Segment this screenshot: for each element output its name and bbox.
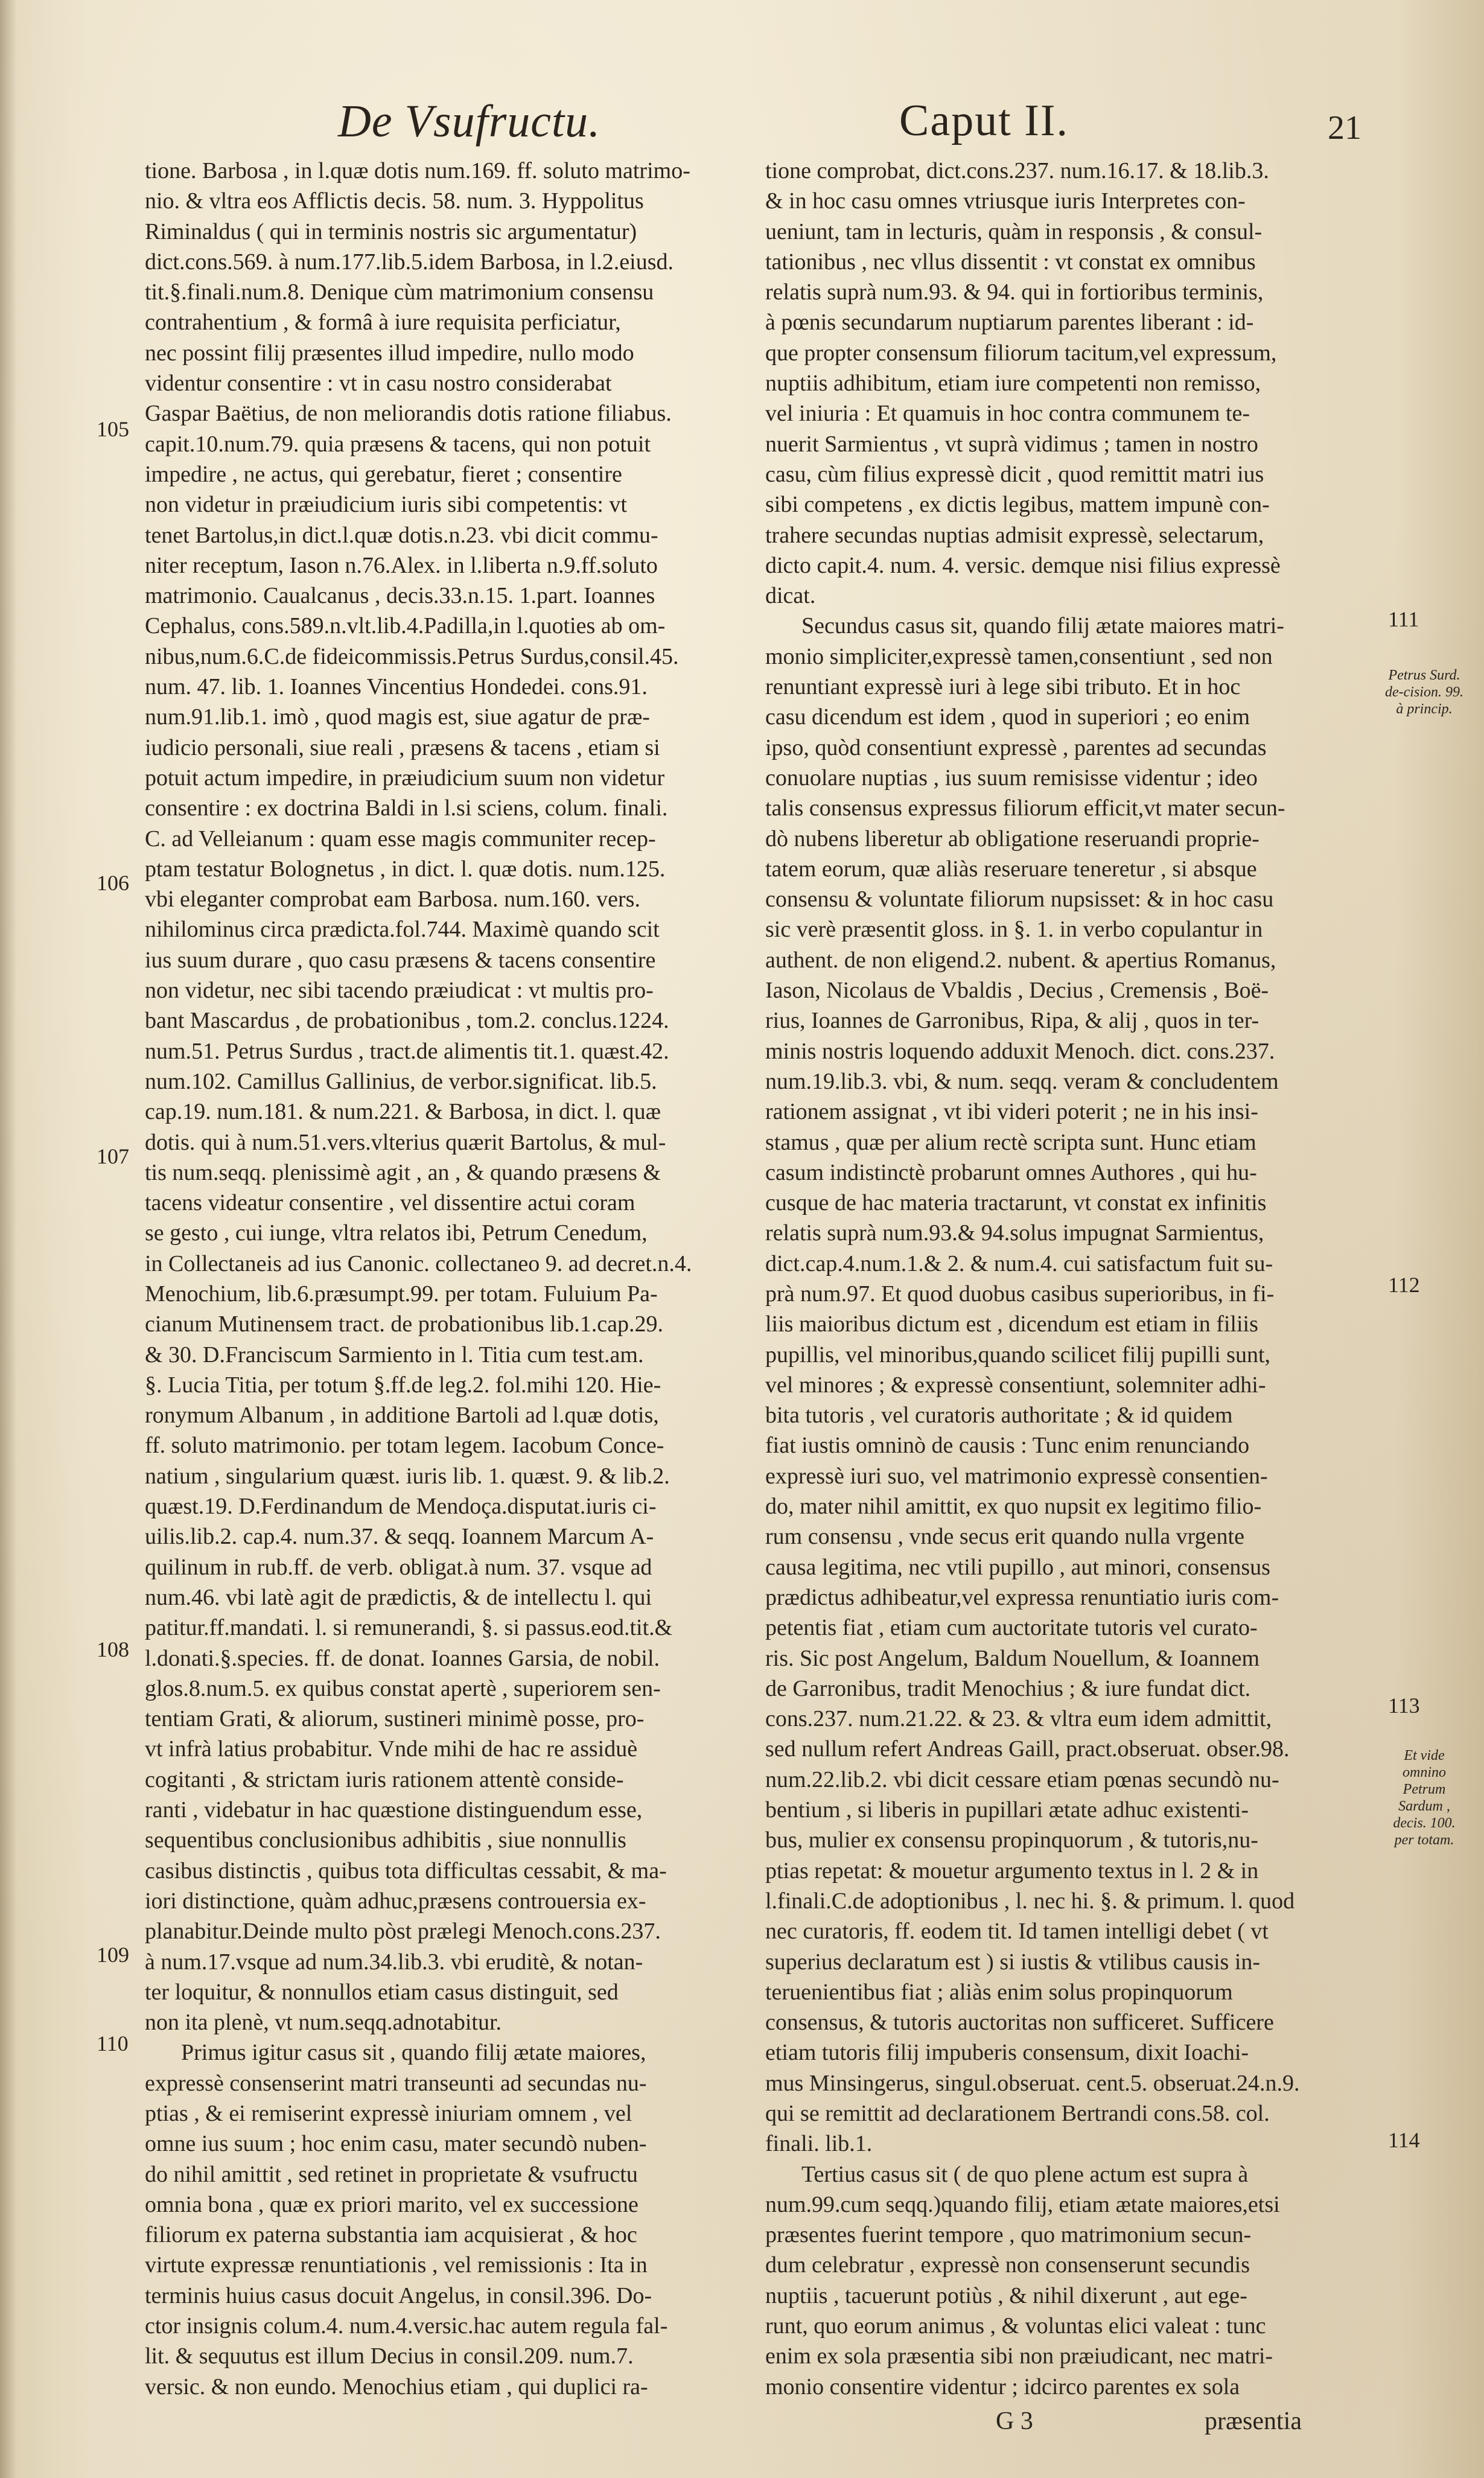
left-text-column — [145, 156, 772, 2402]
text-line: vbi eleganter comprobat eam Barbosa. num.160. vers. — [145, 887, 640, 913]
text-line: num.51. Petrus Surdus , tract.de alimentis tit.1. quæst.42. — [145, 1038, 669, 1064]
text-line: quilinum in rub.ff. de verb. obligat.à num. 37. vsque ad — [145, 1554, 652, 1580]
margin-number-112: 112 — [1388, 1273, 1420, 1297]
text-line: præsentes fuerint tempore , quo matrimonium secun- — [765, 2222, 1252, 2248]
text-line: à pœnis secundarum nuptiarum parentes liberant : id- — [765, 310, 1254, 336]
text-line: planabitur.Deinde multo pòst prælegi Menoch.cons.237. — [145, 1919, 661, 1944]
text-line: de Garronibus, tradit Menochius ; & iure fundat dict. — [765, 1675, 1251, 1701]
text-line: nuptiis , tacuerunt potiùs , & nihil dixerunt , aut ege- — [765, 2282, 1247, 2308]
text-line: l.donati.§.species. ff. de donat. Ioannes Garsia, de nobil. — [145, 1645, 660, 1671]
margin-number-109: 109 — [97, 1943, 129, 1967]
text-line: patitur.ff.mandati. l. si remunerandi, §. si passus.eod.tit.& — [145, 1615, 673, 1641]
text-line: dotis. qui à num.51.vers.vlterius quærit Bartolus, & mul- — [145, 1129, 666, 1155]
page-number: 21 — [1328, 109, 1361, 147]
text-line: & in hoc casu omnes vtriusque iuris Interpretes con- — [765, 188, 1246, 214]
text-line: ff. soluto matrimonio. per totam legem. Iacobum Conce- — [145, 1433, 664, 1459]
text-line: non ita plenè, vt num.seqq.adnotabitur. — [145, 2010, 502, 2036]
text-line: C. ad Velleianum : quam esse magis communiter recep- — [145, 826, 656, 852]
text-line: enim ex sola præsentia sibi non præiudicant, nec matri- — [765, 2343, 1273, 2369]
margin-number-113: 113 — [1388, 1693, 1420, 1718]
text-line: filiorum ex paterna substantia iam acquisierat , & hoc — [145, 2222, 637, 2248]
text-line: sibi competens , ex dictis legibus, mattem impunè con- — [765, 492, 1270, 518]
margin-number-105: 105 — [97, 417, 129, 441]
text-line: mus Minsingerus, singul.obseruat. cent.5. obseruat.24.n.9. — [765, 2070, 1300, 2096]
text-line: Primus igitur casus sit , quando filij ætate maiores, — [181, 2040, 646, 2066]
text-line: & 30. D.Franciscum Sarmiento in l. Titia cum test.am. — [145, 1342, 644, 1368]
text-line: versic. & non eundo. Menochius etiam , qui duplici ra- — [145, 2374, 648, 2400]
text-line: l.finali.C.de adoptionibus , l. nec hi. §. & primum. l. quod — [765, 1888, 1295, 1914]
text-line: runt, quo eorum animus , & voluntas elici valeat : tunc — [765, 2313, 1266, 2339]
text-line: omnia bona , quæ ex priori marito, vel ex successione — [145, 2191, 639, 2217]
text-line: tationibus , nec vllus dissentit : vt constat ex omnibus — [765, 249, 1256, 275]
text-line: se gesto , cui iunge, vltra relatos ibi, Petrum Cenedum, — [145, 1220, 648, 1246]
binding-shadow — [0, 0, 17, 2478]
text-line: niter receptum, Iason n.76.Alex. in l.liberta n.9.ff.soluto — [145, 552, 658, 578]
text-line: glos.8.num.5. ex quibus constat apertè , superiorem sen- — [145, 1675, 661, 1701]
text-line: num.99.cum seqq.)quando filij, etiam ætate maiores,etsi — [765, 2191, 1280, 2217]
text-line: num.102. Camillus Gallinius, de verbor.significat. lib.5. — [145, 1068, 657, 1094]
text-line: nuerit Sarmientus , vt suprà vidimus ; tamen in nostro — [765, 431, 1258, 457]
text-line: trahere secundas nuptias admisit expressè, selectarum, — [765, 522, 1264, 548]
catchword: præsentia — [1205, 2407, 1302, 2435]
text-line: teruenientibus fiat ; aliàs enim solus propinquorum — [765, 1979, 1233, 2005]
text-line: tit.§.finali.num.8. Denique cùm matrimonium consensu — [145, 279, 654, 305]
text-line: tenet Bartolus,in dict.l.quæ dotis.n.23. vbi dicit commu- — [145, 522, 658, 548]
running-head-left: De Vsufructu. — [338, 96, 601, 147]
text-line: nibus,num.6.C.de fideicommissis.Petrus Surdus,consil.45. — [145, 643, 679, 669]
text-line: natium , singularium quæst. iuris lib. 1. quæst. 9. & lib.2. — [145, 1463, 670, 1489]
text-line: tione comprobat, dict.cons.237. num.16.17. & 18.lib.3. — [765, 158, 1269, 183]
text-line: iudicio personali, siue reali , præsens & tacens , etiam si — [145, 734, 660, 760]
margin-number-107: 107 — [97, 1144, 129, 1168]
text-line: nio. & vltra eos Afflictis decis. 58. num. 3. Hyppolitus — [145, 188, 644, 214]
text-line: talis consensus expressus filiorum efficit,vt mater secun- — [765, 795, 1285, 821]
text-line: potuit actum impedire, in præiudicium suum non videtur — [145, 765, 665, 791]
text-line: nuptiis adhibitum, etiam iure competenti non remisso, — [765, 371, 1261, 397]
margin-number-110: 110 — [97, 2031, 129, 2056]
text-line: authent. de non eligend.2. nubent. & apertius Romanus, — [765, 947, 1276, 973]
text-line: num.46. vbi latè agit de prædictis, & de intellectu l. qui — [145, 1584, 652, 1610]
text-line: §. Lucia Titia, per totum §.ff.de leg.2. fol.mihi 120. Hie- — [145, 1372, 661, 1398]
text-line: nec possint filij præsentes illud impedire, nullo modo — [145, 340, 634, 366]
text-line: ueniunt, tam in lecturis, quàm in responsis , & consul- — [765, 218, 1263, 244]
text-line: omne ius suum ; hoc enim casu, mater secundò nuben- — [145, 2131, 647, 2157]
text-line: vt infrà latius probabitur. Vnde mihi de hac re assiduè — [145, 1736, 638, 1762]
text-line: monio simpliciter,expressè tamen,consentiunt , sed non — [765, 643, 1273, 669]
text-line: petentis fiat , etiam cum auctoritate tutoris vel curato- — [765, 1615, 1258, 1641]
text-line: ronymum Albanum , in additione Bartoli ad l.quæ dotis, — [145, 1403, 659, 1429]
text-line: impedire , ne actus, qui gerebatur, fieret ; consentire — [145, 461, 622, 487]
text-line: etiam tutoris filij impuberis consensum, dixit Ioachi- — [765, 2040, 1249, 2066]
text-line: vel iniuria : Et quamuis in hoc contra communem te- — [765, 401, 1250, 427]
text-line: expressè consenserint matri transeunti ad secundas nu- — [145, 2070, 647, 2096]
text-line: videntur consentire : vt in casu nostro considerabat — [145, 371, 612, 397]
text-line: superius declaratum est ) si iustis & vtilibus causis in- — [765, 1949, 1261, 1975]
text-line: casu dicendum est idem , quod in superiori ; eo enim — [765, 704, 1250, 730]
text-line: bant Mascardus , de probationibus , tom.2. conclus.1224. — [145, 1008, 669, 1034]
text-line: tis num.seqq. plenissimè agit , an , & quando præsens & — [145, 1159, 661, 1185]
text-line: num.19.lib.3. vbi, & num. seqq. veram & concludentem — [765, 1068, 1279, 1094]
text-line: rum consensu , vnde secus erit quando nulla vrgente — [765, 1524, 1244, 1550]
running-head-right: Caput II. — [899, 96, 1069, 145]
text-line: bus, mulier ex consensu propinquorum , & tutoris,nu- — [765, 1827, 1258, 1853]
sidenote-petrum-sardum: Et vide omnino Petrum Sardum , decis. 100. per totam. — [1393, 1748, 1456, 1848]
text-line: num. 47. lib. 1. Ioannes Vincentius Hondedei. cons.91. — [145, 674, 648, 700]
text-line: ranti , videbatur in hac quæstione distinguendum esse, — [145, 1797, 643, 1823]
text-line: sic verè præsentit gloss. in §. 1. in verbo copulantur in — [765, 917, 1263, 943]
text-line: non videtur in præiudicium iuris sibi competentis: vt — [145, 492, 627, 518]
text-line: sequentibus conclusionibus adhibitis , siue nonnullis — [145, 1827, 626, 1853]
text-line: do nihil amittit , sed retinet in proprietate & vsufructu — [145, 2161, 638, 2187]
text-line: capit.10.num.79. quia præsens & tacens, qui non potuit — [145, 431, 651, 457]
text-line: cianum Mutinensem tract. de probationibus lib.1.cap.29. — [145, 1311, 664, 1337]
margin-number-108: 108 — [97, 1637, 129, 1661]
text-line: vel minores ; & expressè consentiunt, solemniter adhi- — [765, 1372, 1266, 1398]
text-line: dicto capit.4. num. 4. versic. demque nisi filius expressè — [765, 552, 1281, 578]
text-line: dicat. — [765, 583, 816, 609]
text-line: casum indistinctè probarunt omnes Authores , qui hu- — [765, 1159, 1257, 1185]
text-line: cap.19. num.181. & num.221. & Barbosa, in dict. l. quæ — [145, 1099, 661, 1125]
text-line: consensus, & tutoris auctoritas non sufficeret. Sufficere — [765, 2010, 1274, 2036]
text-line: à num.17.vsque ad num.34.lib.3. vbi eruditè, & notan- — [145, 1949, 643, 1975]
text-line: num.91.lib.1. imò , quod magis est, siue agatur de præ- — [145, 704, 650, 730]
text-line: dum celebratur , expressè non consenserunt secundis — [765, 2252, 1250, 2278]
text-line: lit. & sequutus est illum Decius in consil.209. num.7. — [145, 2343, 634, 2369]
margin-number-106: 106 — [97, 871, 129, 895]
text-line: prà num.97. Et quod duobus casibus superioribus, in fi- — [765, 1281, 1275, 1307]
text-line: Menochium, lib.6.præsumpt.99. per totam. Fuluium Pa- — [145, 1281, 658, 1307]
text-line: finali. lib.1. — [765, 2131, 873, 2157]
text-line: in Collectaneis ad ius Canonic. collectaneo 9. ad decret.n.4. — [145, 1250, 692, 1276]
text-line: ius suum durare , quo casu præsens & tacens consentire — [145, 947, 656, 973]
text-line: virtute expressæ renuntiationis , vel remissionis : Ita in — [145, 2252, 648, 2278]
text-line: ptias , & ei remiserint expressè iniuriam omnem , vel — [145, 2101, 632, 2126]
text-line: ctor insignis colum.4. num.4.versic.hac autem regula fal- — [145, 2313, 668, 2339]
text-line: nihilominus circa prædicta.fol.744. Maximè quando scit — [145, 917, 660, 943]
text-line: sed nullum refert Andreas Gaill, pract.obseruat. obser.98. — [765, 1736, 1290, 1762]
text-line: non videtur, nec sibi tacendo præiudicat : vt multis pro- — [145, 978, 654, 1004]
text-line: matrimonio. Caualcanus , decis.33.n.15. 1.part. Ioannes — [145, 583, 655, 609]
text-line: Tertius casus sit ( de quo plene actum est supra à — [801, 2161, 1249, 2187]
text-line: ris. Sic post Angelum, Baldum Nouellum, & Ioannem — [765, 1645, 1260, 1671]
text-line: causa legitima, nec vtili pupillo , aut minori, consensus — [765, 1554, 1270, 1580]
text-line: casibus distinctis , quibus tota difficultas cessabit, & ma- — [145, 1858, 667, 1884]
text-line: Secundus casus sit, quando filij ætate maiores matri- — [801, 613, 1284, 639]
text-line: dict.cap.4.num.1.& 2. & num.4. cui satisfactum fuit su- — [765, 1250, 1273, 1276]
text-line: uilis.lib.2. cap.4. num.37. & seqq. Ioannem Marcum A- — [145, 1524, 654, 1550]
text-line: tentiam Grati, & aliorum, sustineri minimè posse, pro- — [145, 1706, 645, 1732]
text-line: pupillis, vel minoribus,quando scilicet filij pupilli sunt, — [765, 1342, 1271, 1368]
signature-mark: G 3 — [996, 2407, 1033, 2435]
text-line: Gaspar Baëtius, de non meliorandis dotis ratione filiabus. — [145, 401, 672, 427]
text-line: monio consentire videntur ; idcirco parentes ex sola — [765, 2374, 1240, 2400]
text-line: cons.237. num.21.22. & 23. & vltra eum idem admittit, — [765, 1706, 1272, 1732]
right-text-column — [765, 156, 1381, 2402]
text-line: stamus , quæ per alium rectè scripta sunt. Hunc etiam — [765, 1129, 1256, 1155]
text-line: dò nubens liberetur ab obligatione reseruandi proprie- — [765, 826, 1259, 852]
text-line: Iason, Nicolaus de Vbaldis , Decius , Cremensis , Boë- — [765, 978, 1269, 1004]
text-line: tione. Barbosa , in l.quæ dotis num.169. ff. soluto matrimo- — [145, 158, 690, 183]
text-line: cogitanti , & strictam iuris rationem attentè conside- — [145, 1766, 624, 1792]
text-line: casu, cùm filius expressè dicit , quod remittit matri ius — [765, 461, 1264, 487]
text-line: ptam testatur Bolognetus , in dict. l. quæ dotis. num.125. — [145, 856, 666, 882]
sidenote-petrus-surdus: Petrus Surd. de-cision. 99. à princip. — [1385, 667, 1463, 717]
text-line: Cephalus, cons.589.n.vlt.lib.4.Padilla,in l.quoties ab om- — [145, 613, 666, 639]
text-line: consentire : ex doctrina Baldi in l.si sciens, colum. finali. — [145, 795, 668, 821]
text-line: tacens videatur consentire , vel dissentire actui coram — [145, 1190, 635, 1216]
text-line: relatis suprà num.93.& 94.solus impugnat Sarmientus, — [765, 1220, 1264, 1246]
text-line: minis nostris loquendo adduxit Menoch. dict. cons.237. — [765, 1038, 1275, 1064]
margin-number-111: 111 — [1388, 607, 1419, 631]
text-line: bentium , si liberis in pupillari ætate adhuc existenti- — [765, 1797, 1249, 1823]
text-line: Riminaldus ( qui in terminis nostris sic argumentatur) — [145, 218, 637, 244]
text-line: ptias repetat: & mouetur argumento textus in l. 2 & in — [765, 1858, 1259, 1884]
text-line: tatem eorum, quæ aliàs reseruare teneretur , si absque — [765, 856, 1257, 882]
text-line: que propter consensum filiorum tacitum,vel expressum, — [765, 340, 1277, 366]
text-line: prædictus adhibeatur,vel expressa renuntiatio iuris com- — [765, 1584, 1279, 1610]
text-line: qui se remittit ad declarationem Bertrandi cons.58. col. — [765, 2101, 1270, 2126]
text-line: rius, Ioannes de Garronibus, Ripa, & alij , quos in ter- — [765, 1008, 1259, 1034]
text-line: relatis suprà num.93. & 94. qui in fortioribus terminis, — [765, 279, 1264, 305]
text-line: nec curatoris, ff. eodem tit. Id tamen intelligi debet ( vt — [765, 1919, 1269, 1944]
text-line: expressè iuri suo, vel matrimonio expressè consentien- — [765, 1463, 1268, 1489]
text-line: rationem assignat , vt ibi videri poterit ; ne in his insi- — [765, 1099, 1258, 1125]
text-line: dict.cons.569. à num.177.lib.5.idem Barbosa, in l.2.eiusd. — [145, 249, 674, 275]
margin-number-114: 114 — [1388, 2128, 1420, 2152]
text-line: fiat iustis omninò de causis : Tunc enim renunciando — [765, 1433, 1250, 1459]
text-line: contrahentium , & formâ à iure requisita perficiatur, — [145, 310, 621, 336]
text-line: cusque de hac materia tractarunt, vt constat ex infinitis — [765, 1190, 1267, 1216]
text-line: conuolare nuptias , ius suum remisisse videntur ; ideo — [765, 765, 1258, 791]
text-line: iori distinctione, quàm adhuc,præsens controuersia ex- — [145, 1888, 646, 1914]
text-line: terminis huius casus docuit Angelus, in consil.396. Do- — [145, 2282, 652, 2308]
text-line: bita tutoris , vel curatoris authoritate ; & id quidem — [765, 1403, 1233, 1429]
text-line: ter loquitur, & nonnullos etiam casus distinguit, sed — [145, 1979, 619, 2005]
text-line: liis maioribus dictum est , dicendum est etiam in filiis — [765, 1311, 1258, 1337]
text-line: consensu & voluntate filiorum nupsisset: & in hoc casu — [765, 887, 1274, 913]
text-line: ipso, quòd consentiunt expressè , parentes ad secundas — [765, 734, 1267, 760]
text-line: renuntiant expressè iuri à lege sibi tributo. Et in hoc — [765, 674, 1241, 700]
text-line: num.22.lib.2. vbi dicit cessare etiam pœnas secundò nu- — [765, 1766, 1279, 1792]
text-line: do, mater nihil amittit, ex quo nupsit ex legitimo filio- — [765, 1494, 1262, 1520]
text-line: quæst.19. D.Ferdinandum de Mendoça.disputat.iuris ci- — [145, 1494, 657, 1520]
